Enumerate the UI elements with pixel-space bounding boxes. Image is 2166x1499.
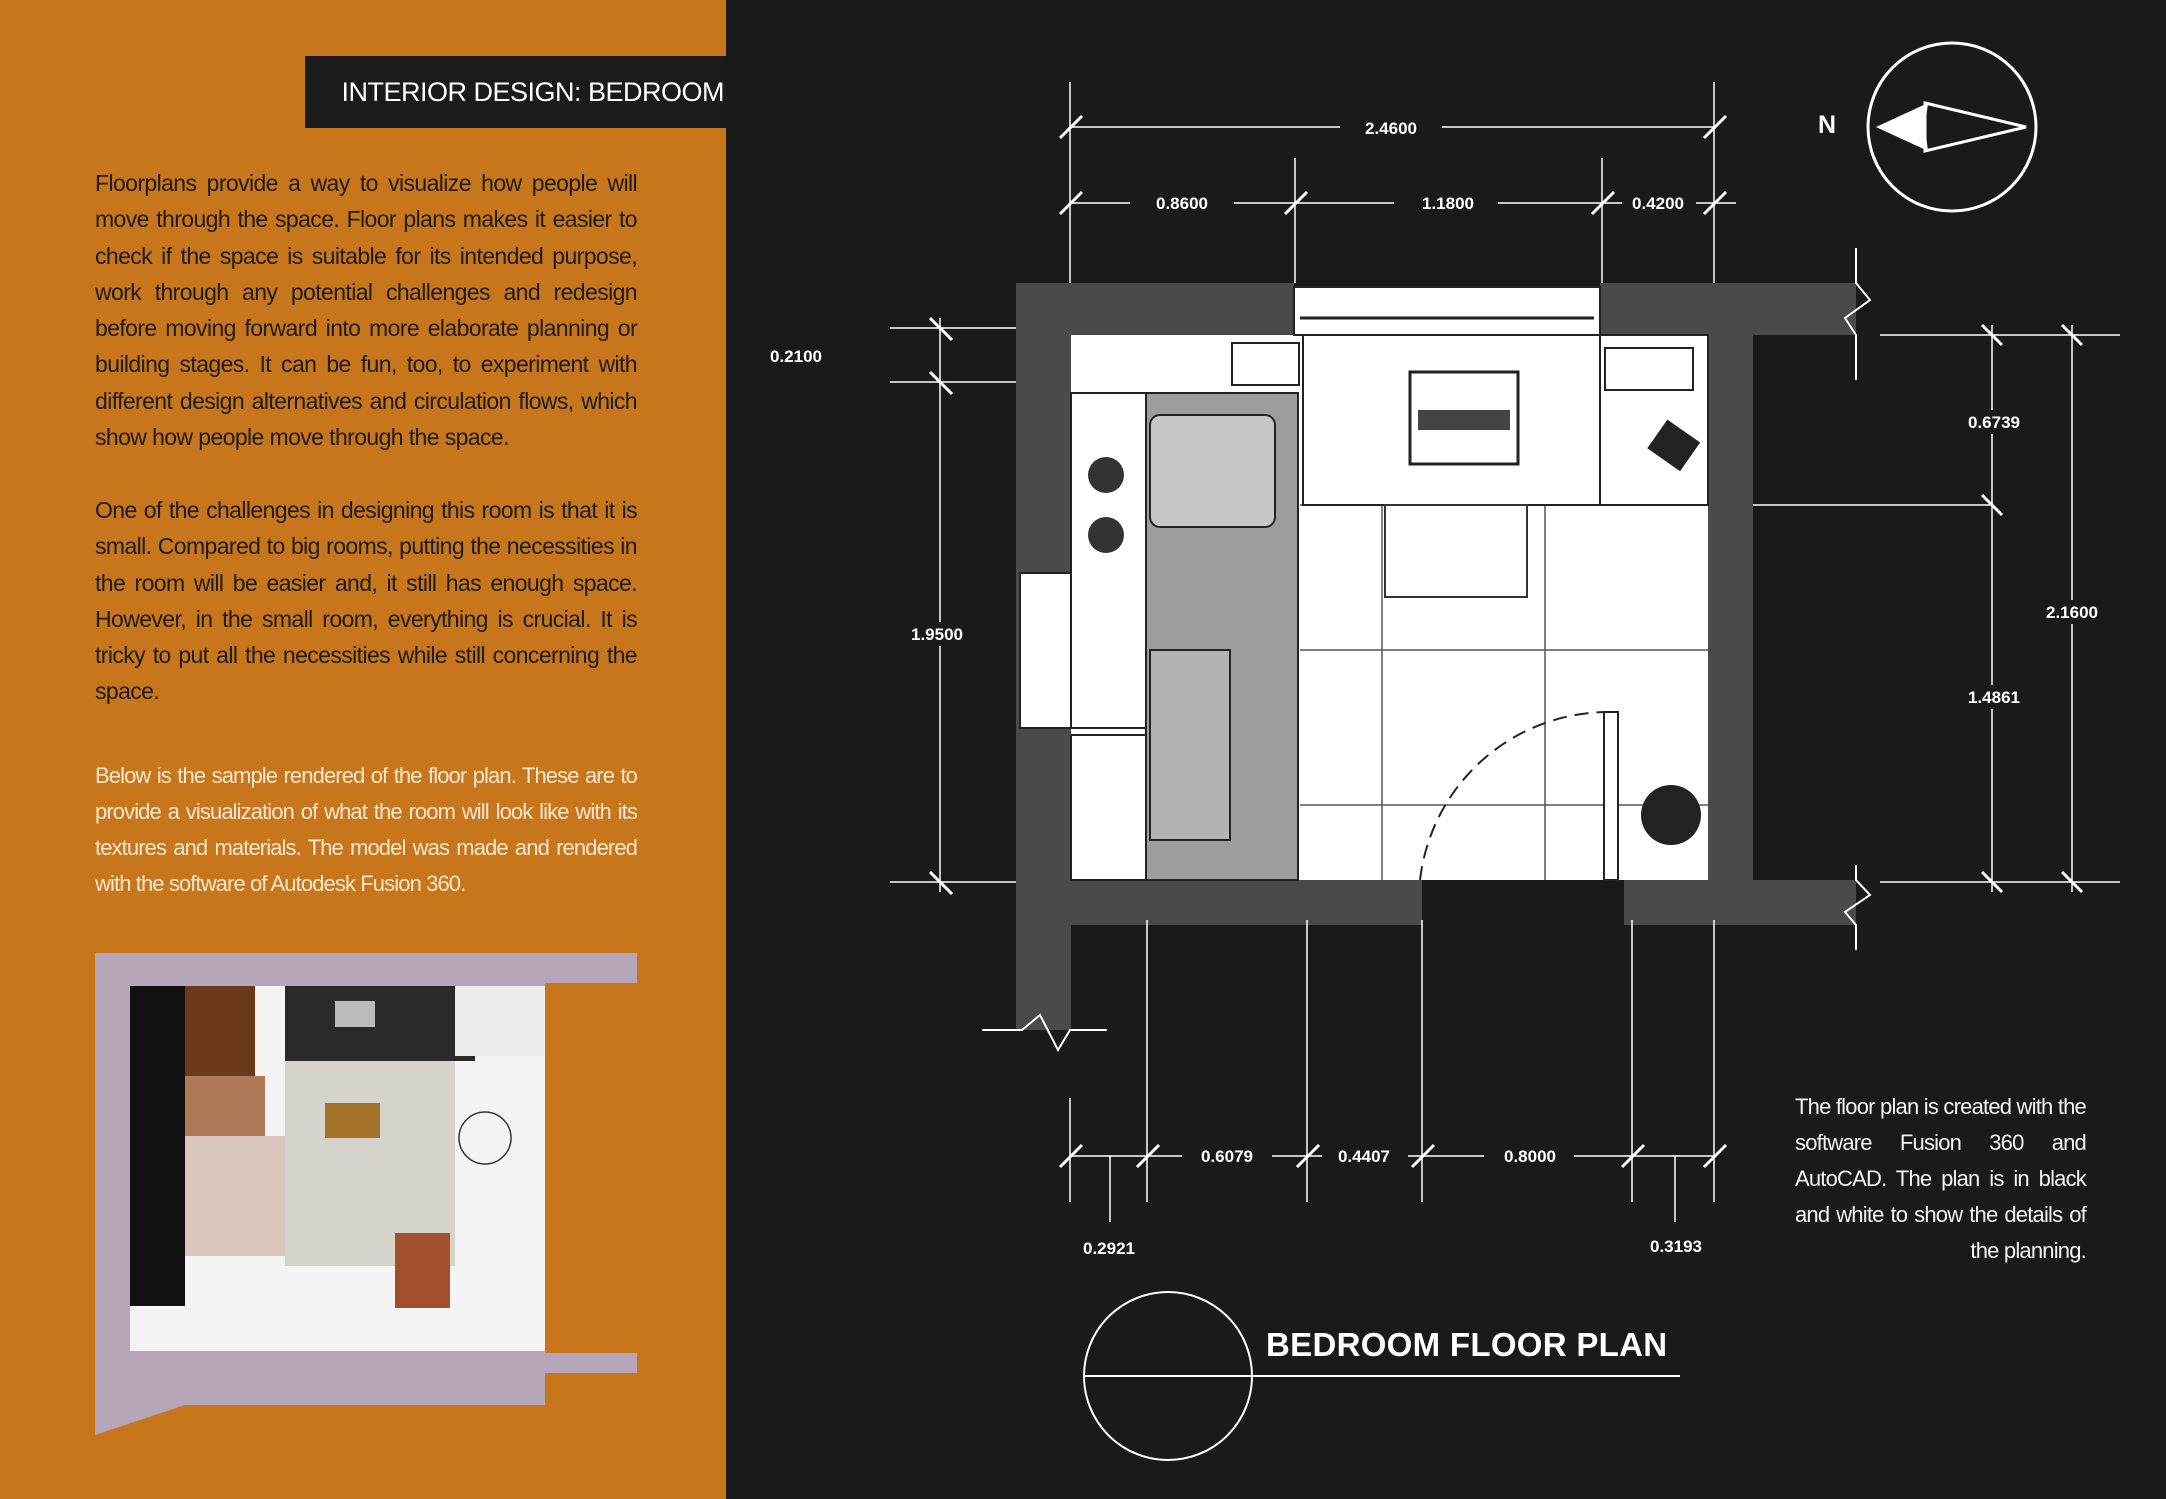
floor-plan-drawing [726, 0, 2166, 1499]
floor-plan-caption: The floor plan is created with the software Fusion 360 and AutoCAD. The plan is in black and white to show the details of the planning. [1795, 1094, 2086, 1263]
page-title: INTERIOR DESIGN: BEDROOM [305, 56, 726, 128]
dim-bottom-left-small: 0.2921 [1083, 1239, 1135, 1258]
dim-bottom-a: 0.6079 [1201, 1147, 1253, 1166]
north-label: N [1818, 111, 1837, 139]
dim-right-upper: 0.6739 [1968, 413, 2020, 432]
floor-plan-title: BEDROOM FLOOR PLAN [1266, 1326, 1668, 1363]
challenge-paragraph: One of the challenges in designing this room is that it is small. Compared to big rooms, putting the necessities in the room will be easier and, it still has enough space. However, in the small room, everything is crucial. It is tricky to put all the necessities while still concerning the space. [95, 497, 637, 705]
dim-top-left: 0.8600 [1156, 194, 1208, 213]
north-arrow-icon [1868, 43, 2036, 211]
dim-left-main: 1.9500 [911, 625, 963, 644]
rug [1641, 785, 1701, 845]
dim-top-mid: 1.1800 [1422, 194, 1474, 213]
dim-overall-width: 2.4600 [1365, 119, 1417, 138]
dim-bottom-right-small: 0.3193 [1650, 1237, 1702, 1256]
dim-top-right: 0.4200 [1632, 194, 1684, 213]
render-description: Below is the sample rendered of the floor plan. These are to provide a visualization of what the room will look like with its textures and materials. The model was made and rendered with the software of Autodesk Fusion 360. [95, 763, 637, 896]
window [1294, 287, 1600, 335]
dim-bottom-c: 0.8000 [1504, 1147, 1556, 1166]
side-window [1020, 573, 1071, 728]
dim-bottom-b: 0.4407 [1338, 1147, 1390, 1166]
room-render-image [95, 953, 637, 1435]
intro-paragraph: Floorplans provide a way to visualize how people will move through the space. Floor plans makes it easier to check if the space is suitable for its intended purpose, work through any potential challenges and redesign before moving forward into more elaborate planning or building stages. It can be fun, too, to experiment with different design alternatives and circulation flows, which show how people move through the space. [95, 170, 637, 451]
section-marker-icon [1084, 1292, 1680, 1460]
desk-chair [1385, 505, 1527, 597]
dim-left-top: 0.2100 [770, 347, 822, 366]
dim-right-lower: 1.4861 [1968, 688, 2020, 707]
dim-right-total: 2.1600 [2046, 603, 2098, 622]
nightstand [1071, 393, 1146, 728]
